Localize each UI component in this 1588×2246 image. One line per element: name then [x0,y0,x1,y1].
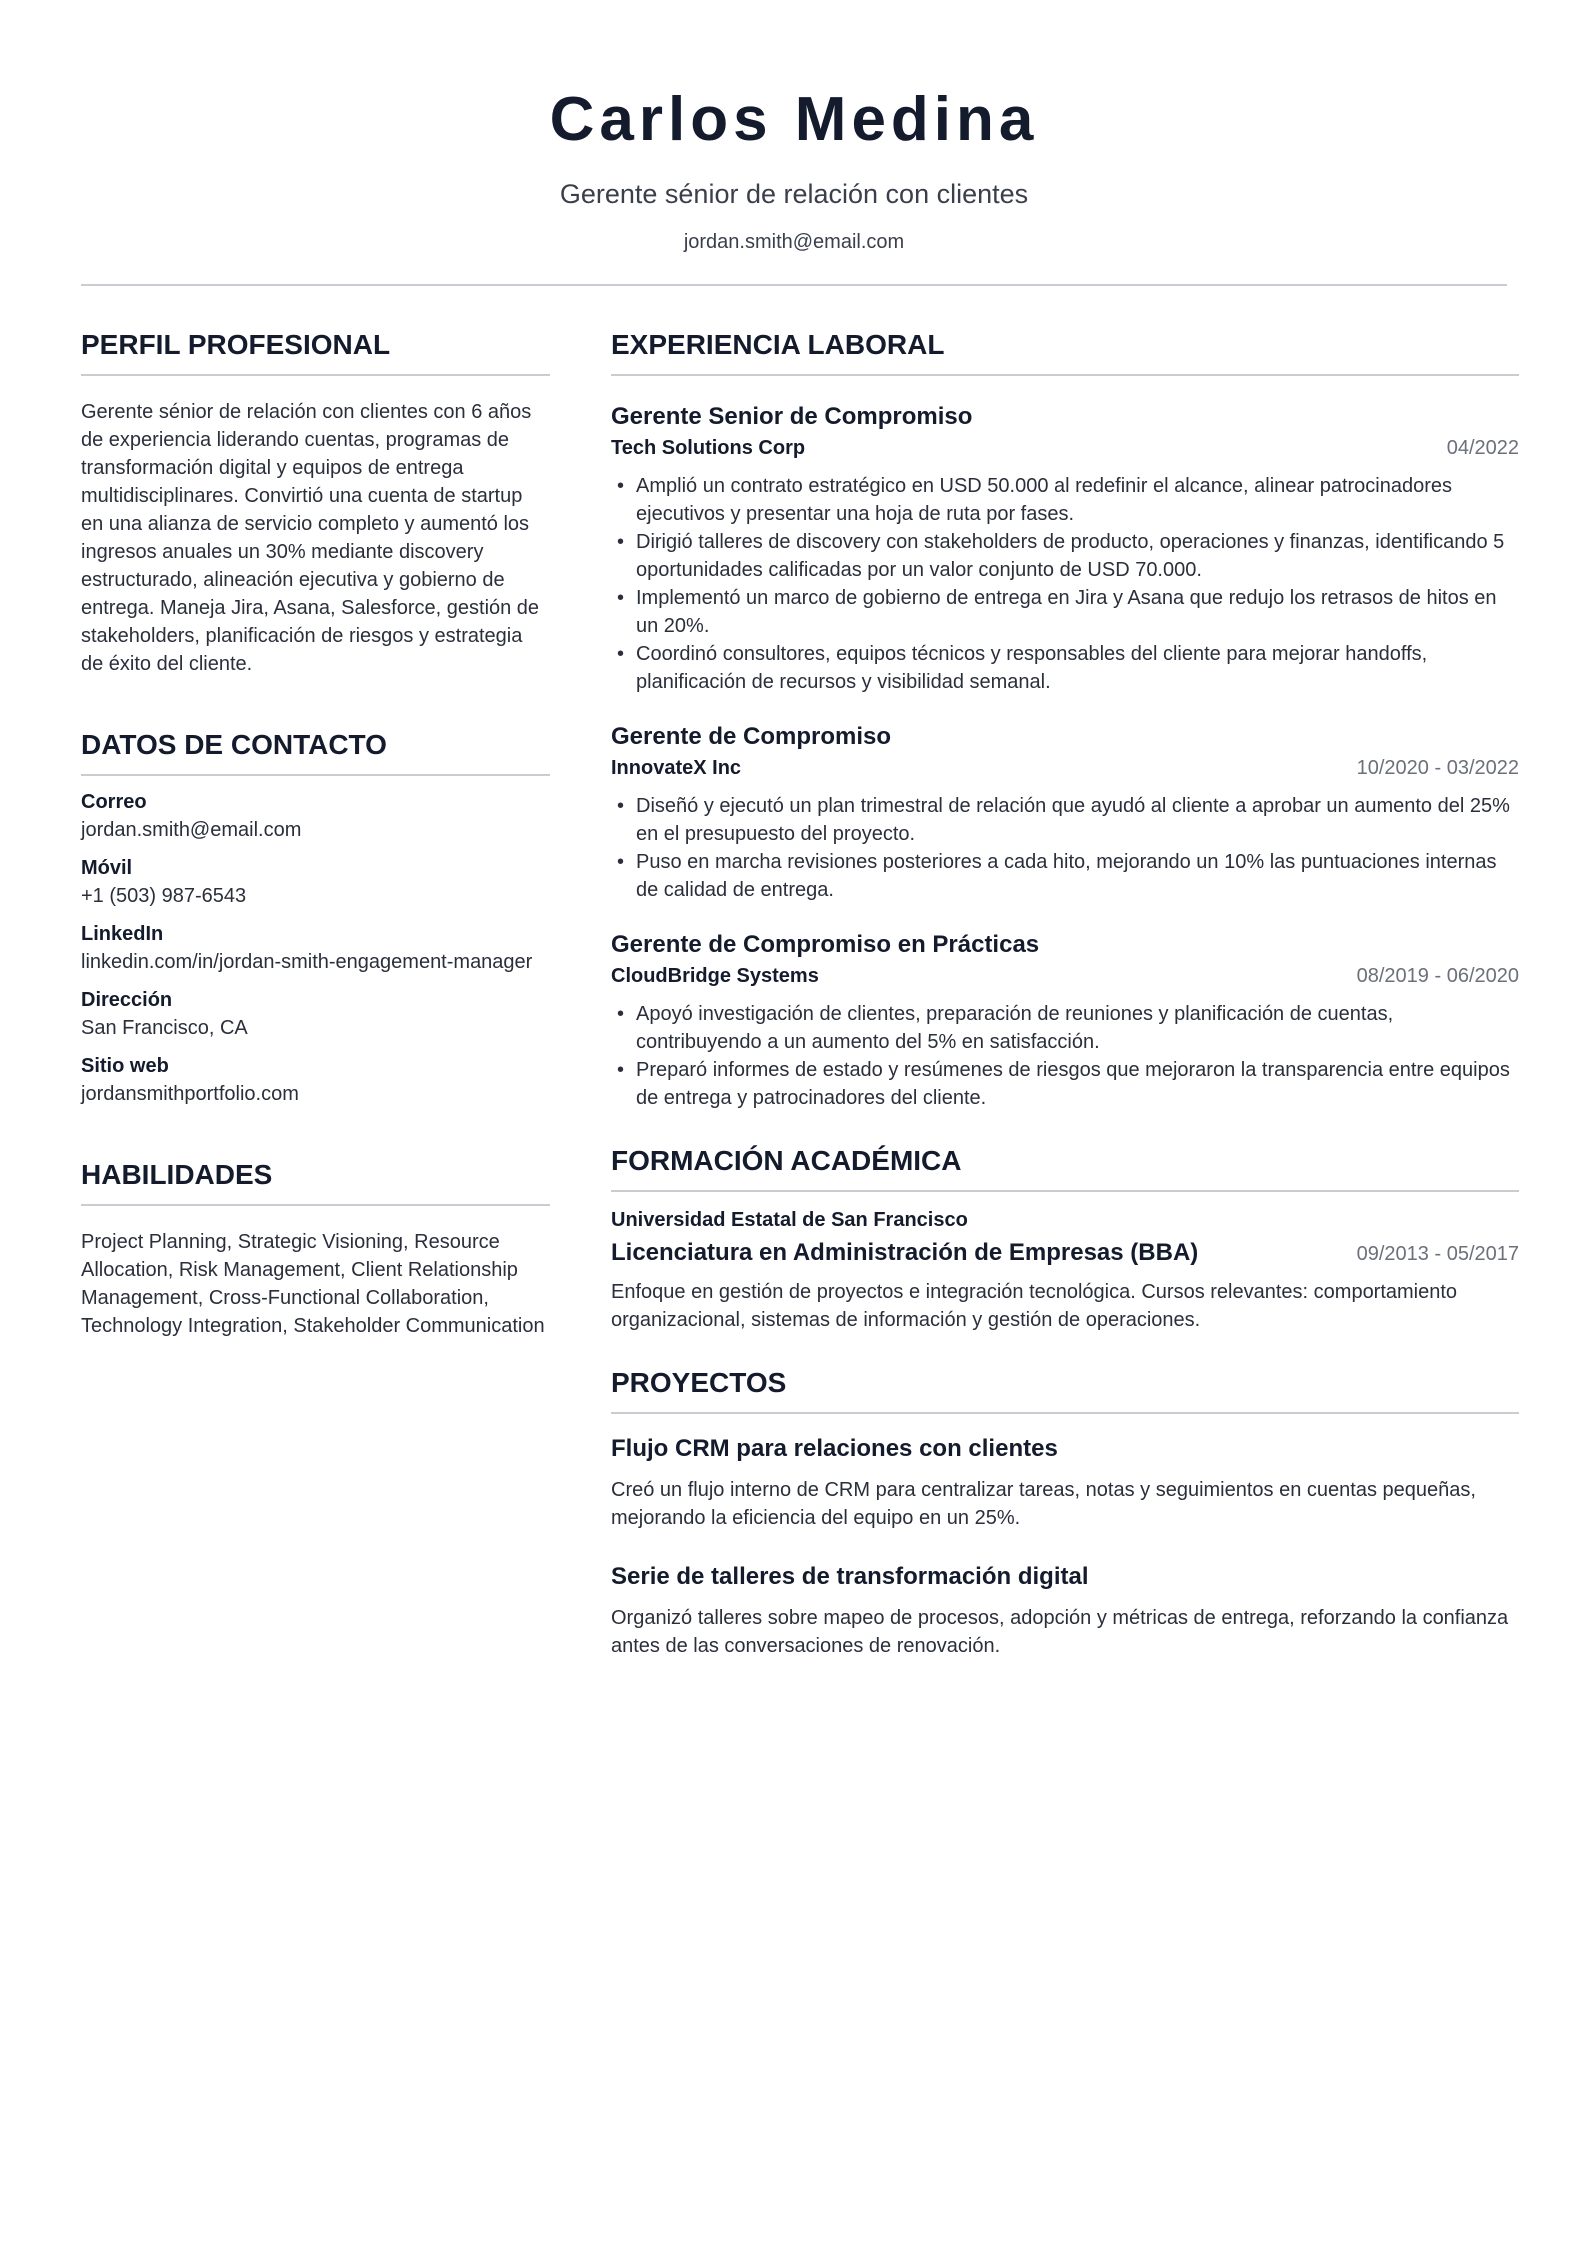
projects-heading: PROYECTOS [611,1367,787,1398]
job-title: Gerente Senior de Compromiso [611,403,973,430]
job-dates: 10/2020 - 03/2022 [1356,757,1519,779]
education-school: Universidad Estatal de San Francisco [611,1209,968,1231]
education-description: Enfoque en gestión de proyectos e integración tecnológica. Cursos relevantes: comportamiento organizacional, sistemas de información y gestión de operaciones. [611,1281,1458,1331]
right-column [611,328,1519,1692]
header-email: jordan.smith@email.com [683,231,905,253]
job-meta [611,754,1519,782]
job-dates: 04/2022 [1446,437,1519,459]
job-bullet: • Amplió un contrato estratégico en USD 50.000 al redefinir el alcance, alinear patrocinadores ejecutivos y presentar una hoja de ruta por fases. [611,472,1519,528]
job-title: Gerente de Compromiso [611,723,892,750]
contact-website[interactable]: jordansmithportfolio.com [81,1083,299,1105]
project-entry [611,1434,1519,1532]
project-title: Flujo CRM para relaciones con clientes [611,1435,1058,1462]
job-meta [611,434,1519,462]
education-degree: Licenciatura en Administración de Empresas (BBA) [611,1239,1199,1266]
projects-section [611,1366,1519,1660]
project-description: Creó un flujo interno de CRM para centralizar tareas, notas y seguimientos en cuentas pequeñas, mejorando la eficiencia del equipo en un 25%. [611,1479,1476,1529]
contact-list [81,788,550,1108]
job-company: CloudBridge Systems [611,965,819,987]
job-bullet: • Preparó informes de estado y resúmenes de riesgos que mejoraron la transparencia entre equipos de entrega y patrocinadores del cliente. [611,1056,1519,1112]
job-bullet: • Apoyó investigación de clientes, preparación de reuniones y planificación de cuentas, contribuyendo a un aumento del 5% en satisfacción. [611,1000,1519,1056]
section-divider [611,1412,1519,1414]
job-meta [611,962,1519,990]
education-heading: FORMACIÓN ACADÉMICA [611,1145,962,1176]
contact-item-website [81,1052,550,1108]
contact-label: Dirección [81,989,173,1011]
resume-columns [81,328,1519,1692]
job-company: Tech Solutions Corp [611,437,806,459]
job-bullet: • Diseñó y ejecutó un plan trimestral de relación que ayudó al cliente a aprobar un aumento del 25% en el presupuesto del proyecto. [611,792,1519,848]
section-divider [611,1190,1519,1192]
contact-label: Correo [81,791,147,813]
skills-section [81,1158,550,1340]
project-description: Organizó talleres sobre mapeo de procesos, adopción y métricas de entrega, reforzando la confianza antes de las conversaciones de renovación. [611,1607,1509,1657]
job-entry [611,722,1519,904]
contact-label: Sitio web [81,1055,169,1077]
section-divider [611,374,1519,376]
candidate-name: Carlos Medina [549,85,1039,154]
education-dates: 09/2013 - 05/2017 [1356,1243,1519,1265]
section-divider [81,374,550,376]
contact-label: Móvil [81,857,133,879]
contact-address: San Francisco, CA [81,1017,248,1039]
contact-section [81,728,550,1108]
profile-heading: PERFIL PROFESIONAL [81,329,391,360]
resume-header [81,0,1507,254]
job-company: InnovateX Inc [611,757,742,779]
contact-heading: DATOS DE CONTACTO [81,729,387,760]
education-row [611,1238,1519,1268]
job-bullet: • Dirigió talleres de discovery con stakeholders de producto, operaciones y finanzas, identificando 5 oportunidades calificadas por un valor conjunto de USD 70.000. [611,528,1519,584]
header-divider [81,284,1507,286]
contact-item-linkedin [81,920,550,976]
job-title: Gerente de Compromiso en Prácticas [611,931,1040,958]
education-section [611,1144,1519,1334]
job-bullet: • Puso en marcha revisiones posteriores a cada hito, mejorando un 10% las puntuaciones internas de calidad de entrega. [611,848,1519,904]
contact-email[interactable]: jordan.smith@email.com [81,819,302,841]
job-bullets [611,472,1519,696]
project-entry [611,1562,1519,1660]
profile-section [81,328,550,678]
experience-heading: EXPERIENCIA LABORAL [611,329,945,360]
experience-section [611,328,1519,1112]
section-divider [81,1204,550,1206]
contact-label: LinkedIn [81,923,164,945]
project-title: Serie de talleres de transformación digital [611,1563,1089,1590]
profile-text: Gerente sénior de relación con clientes con 6 años de experiencia liderando cuentas, programas de transformación digital y equipos de entrega multidisciplinares. Convirtió una cuenta de startup en una alianza de servicio completo y aumentó los ingresos anuales un 30% mediante discovery estructurado, alineación ejecutiva y gobierno de entrega. Maneja Jira, Asana, Salesforce, gestión de stakeholders, planificación de riesgos y estrategia de éxito del cliente. [81,401,540,675]
left-column [81,328,550,1692]
job-bullets [611,792,1519,904]
contact-phone: +1 (503) 987-6543 [81,885,247,907]
job-bullet: • Coordinó consultores, equipos técnicos y responsables del cliente para mejorar handoffs, planificación de recursos y visibilidad semanal. [611,640,1519,696]
job-entry [611,930,1519,1112]
job-bullets [611,1000,1519,1112]
skills-heading: HABILIDADES [81,1159,273,1190]
skills-text: Project Planning, Strategic Visioning, Resource Allocation, Risk Management, Client Relationship Management, Cross-Functional Collaboration, Technology Integration, Stakeholder Communication [81,1231,545,1337]
contact-item-phone [81,854,550,910]
job-dates: 08/2019 - 06/2020 [1356,965,1519,987]
job-entry [611,402,1519,696]
contact-item-email [81,788,550,844]
job-bullet: • Implementó un marco de gobierno de entrega en Jira y Asana que redujo los retrasos de hitos en un 20%. [611,584,1519,640]
contact-linkedin[interactable]: linkedin.com/in/jordan-smith-engagement-manager [81,951,533,973]
section-divider [81,774,550,776]
contact-item-address [81,986,550,1042]
candidate-headline: Gerente sénior de relación con clientes [559,179,1029,209]
